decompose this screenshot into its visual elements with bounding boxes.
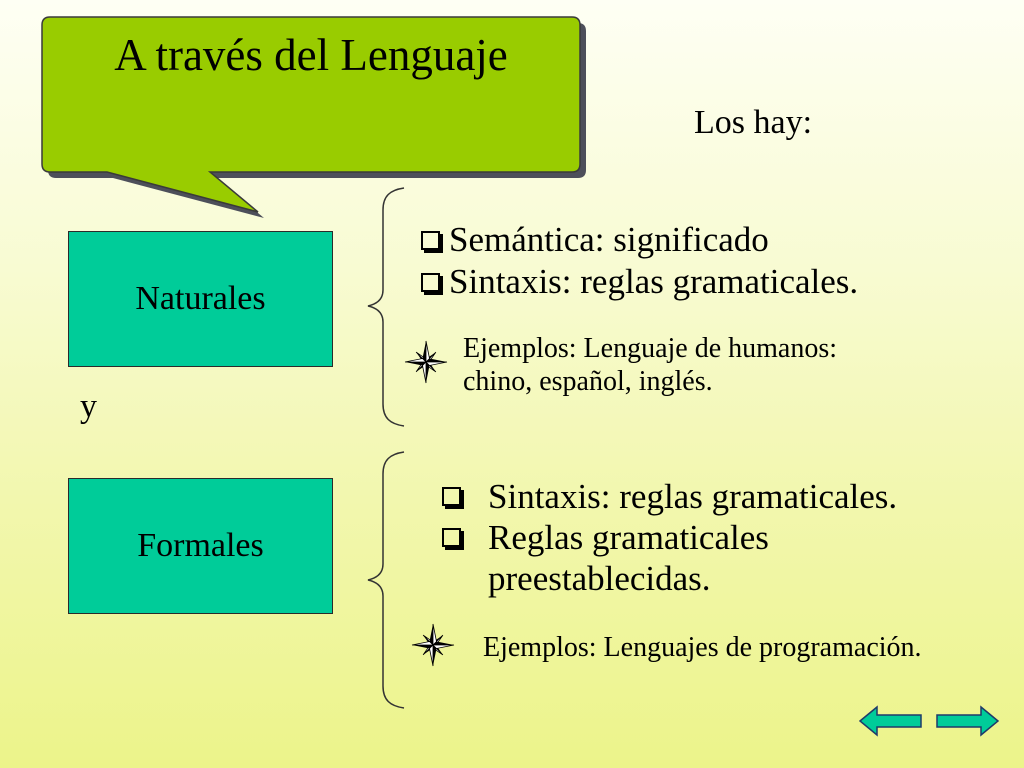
connector-text: y: [80, 388, 97, 425]
formal-languages-example: Ejemplos: Lenguajes de programación.: [483, 632, 922, 663]
natural-languages-bullet-list: [420, 219, 858, 303]
left-arrow-icon: [859, 705, 923, 737]
compass-star-icon: [404, 340, 448, 384]
list-item: [420, 219, 858, 261]
intro-text: Los hay:: [694, 104, 813, 141]
bullet-text: Sintaxis: reglas gramaticales.: [488, 477, 898, 516]
natural-languages-box: [68, 231, 333, 367]
bullet-cell: [420, 219, 449, 261]
list-item: [441, 517, 908, 599]
natural-languages-label: Naturales: [135, 280, 266, 317]
formal-languages-brace: [368, 452, 404, 708]
list-item: [441, 476, 908, 517]
formal-languages-box: [68, 478, 333, 614]
natural-languages-example: Ejemplos: Lenguaje de humanos: chino, español, inglés.: [463, 333, 838, 397]
natural-languages-brace: [368, 188, 404, 426]
right-arrow-icon: [935, 705, 999, 737]
bullet-cell: [441, 517, 488, 558]
formal-languages-bullet-list: [441, 476, 908, 599]
list-item: [420, 261, 858, 303]
bullet-text: Reglas gramaticales preestablecidas.: [488, 518, 769, 598]
braces: [360, 180, 410, 715]
bullet-cell: [441, 476, 488, 517]
compass-star-icon: [411, 623, 455, 667]
shadowed-square-bullet-icon: [421, 273, 440, 292]
shadowed-square-bullet-icon: [421, 231, 440, 250]
next-slide-button[interactable]: [935, 705, 999, 737]
previous-slide-button[interactable]: [859, 705, 923, 737]
bullet-text: Semántica: significado: [449, 220, 769, 259]
shadowed-square-bullet-icon: [442, 487, 461, 506]
bullet-text: Sintaxis: reglas gramaticales.: [449, 262, 859, 301]
bullet-cell: [420, 261, 449, 303]
slide-title: A través del Lenguaje: [114, 30, 508, 80]
formal-languages-label: Formales: [137, 527, 264, 564]
shadowed-square-bullet-icon: [442, 528, 461, 547]
